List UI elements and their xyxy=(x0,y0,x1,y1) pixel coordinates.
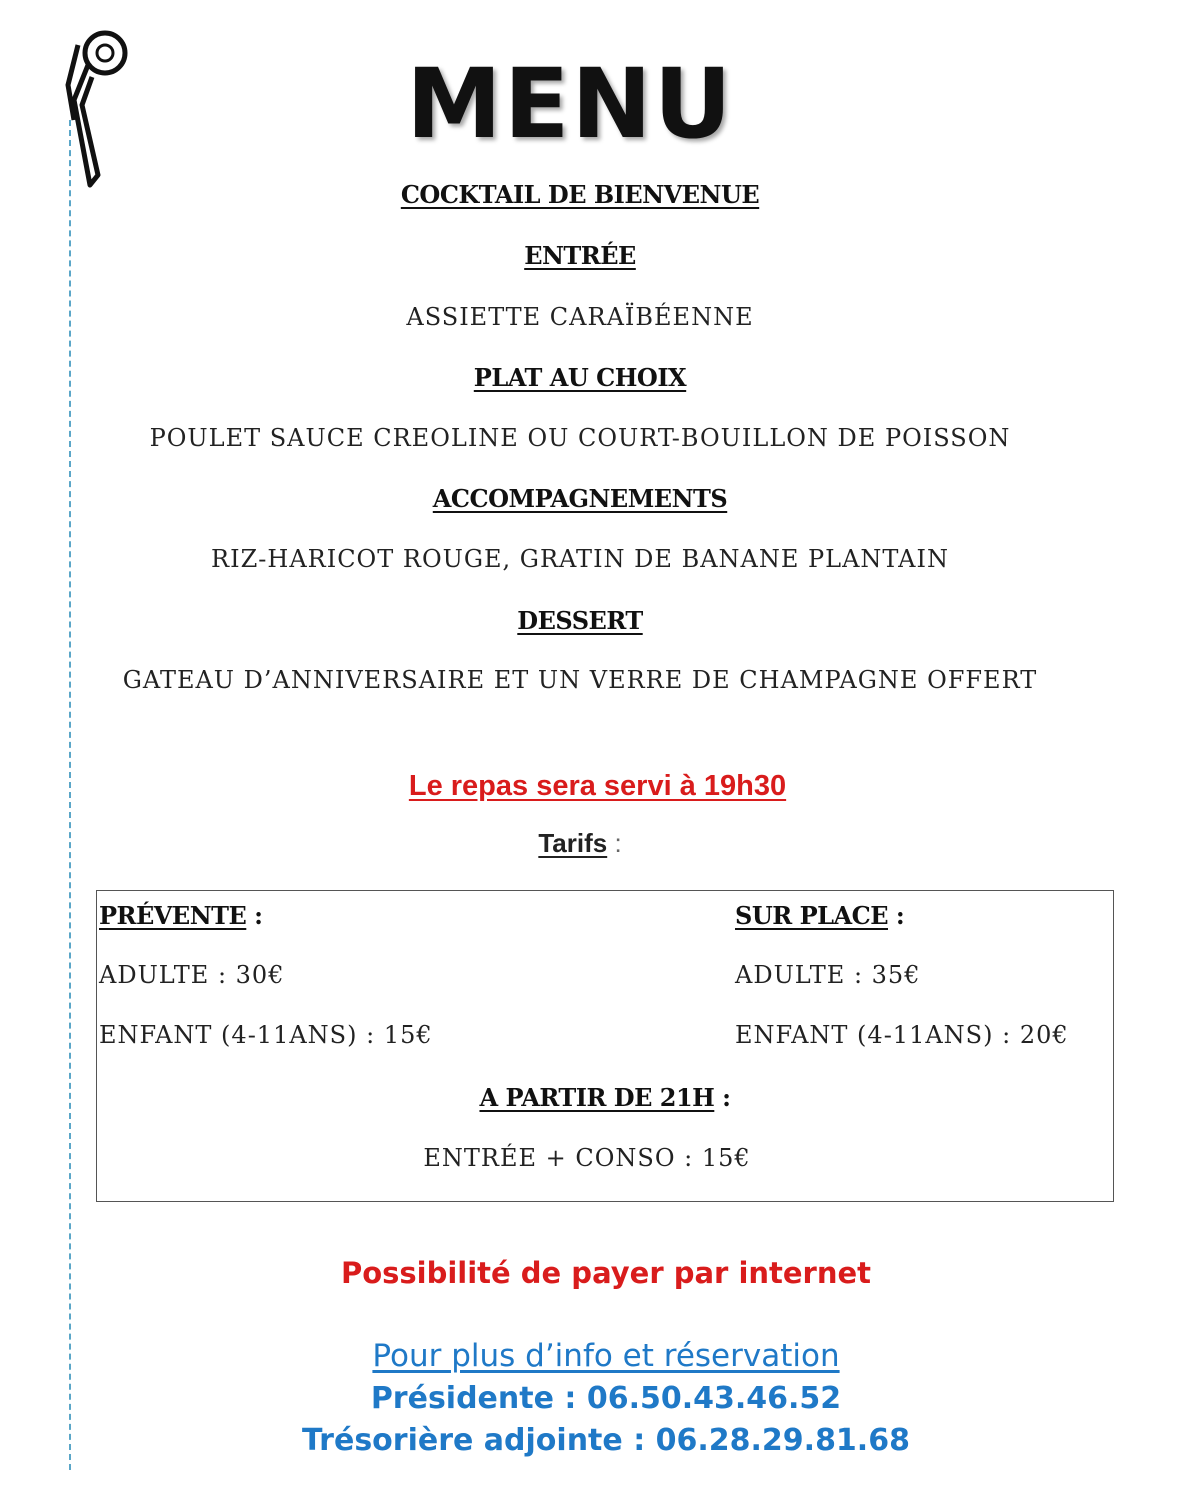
sur-place-heading-text: SUR PLACE xyxy=(735,901,888,930)
tarifs-label xyxy=(0,828,1160,859)
prevente-colon: : xyxy=(246,901,263,930)
prevente-adult-price: ADULTE : 30€ xyxy=(99,961,285,989)
plat-dish: POULET SAUCE CREOLINE OU COURT-BOUILLON DE POISSON xyxy=(149,424,1011,452)
president-phone: Présidente : 06.50.43.46.52 xyxy=(370,1381,842,1416)
tarifs-text: Tarifs xyxy=(538,828,608,858)
cocktail-heading: COCKTAIL DE BIENVENUE xyxy=(400,180,760,209)
plat-heading: PLAT AU CHOIX xyxy=(473,363,687,392)
price-box xyxy=(96,890,1114,1202)
sur-place-child-price: ENFANT (4-11ANS) : 20€ xyxy=(735,1021,1069,1049)
entree-dish: ASSIETTE CARAÏBÉENNE xyxy=(406,303,754,331)
prevente-heading xyxy=(99,901,263,930)
dessert-dish: GATEAU D’ANNIVERSAIRE ET UN VERRE DE CHAMPAGNE OFFERT xyxy=(122,666,1038,694)
treasurer-phone: Trésorière adjointe : 06.28.29.81.68 xyxy=(302,1423,910,1458)
accompagnements-heading: ACCOMPAGNEMENTS xyxy=(432,484,728,513)
menu-title: MENU xyxy=(406,48,734,160)
prevente-child-price: ENFANT (4-11ANS) : 15€ xyxy=(99,1021,433,1049)
sur-place-colon: : xyxy=(888,901,905,930)
accompagnements-dish: RIZ-HARICOT ROUGE, GRATIN DE BANANE PLANTAIN xyxy=(211,545,949,573)
sur-place-heading xyxy=(735,901,904,930)
late-entry-price: ENTRÉE + CONSO : 15€ xyxy=(423,1144,751,1172)
prevente-heading-text: PRÉVENTE xyxy=(99,901,247,930)
tarifs-colon: : xyxy=(614,828,622,858)
entree-heading: ENTRÉE xyxy=(524,241,636,270)
sur-place-adult-price: ADULTE : 35€ xyxy=(735,961,921,989)
payment-note: Possibilité de payer par internet xyxy=(340,1256,872,1290)
meal-time-note: Le repas sera servi à 19h30 xyxy=(408,770,787,802)
late-entry-heading-text: A PARTIR DE 21H xyxy=(479,1083,715,1112)
dessert-heading: DESSERT xyxy=(517,606,643,635)
late-entry-colon: : xyxy=(714,1083,731,1112)
late-entry-heading xyxy=(97,1083,1113,1112)
info-reservation-link[interactable]: Pour plus d’info et réservation xyxy=(372,1338,840,1374)
